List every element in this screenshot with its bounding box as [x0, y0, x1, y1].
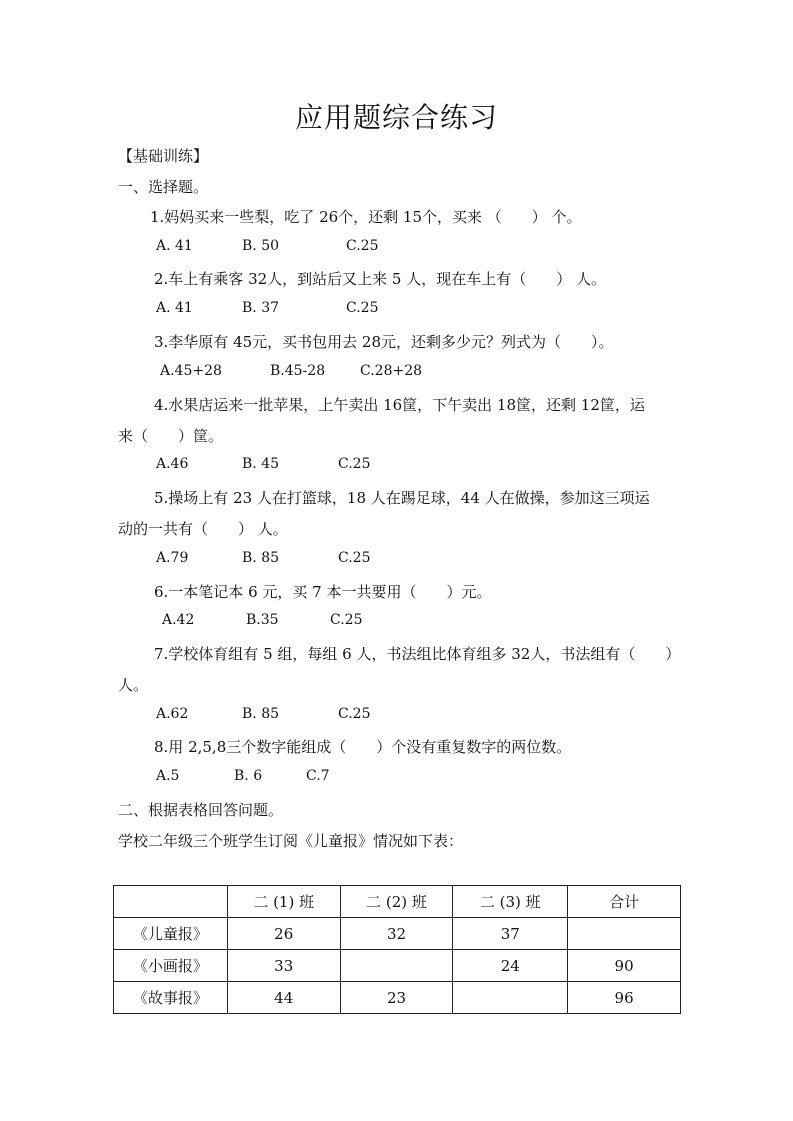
table-cell: 33 [227, 950, 340, 982]
table-cell: 44 [227, 982, 340, 1014]
table-header-row [114, 886, 681, 918]
question-7-line1: 7.学校体育组有 5 组，每组 6 人，书法组比体育组多 32人，书法组有（ ） [154, 645, 681, 663]
q4-option-a: A.46 [156, 456, 189, 472]
q5-option-b: B. 85 [242, 550, 280, 566]
page-title: 应用题综合练习 [294, 101, 498, 134]
question-2: 2.车上有乘客 32人，到站后又上来 5 人，现在车上有（ ） 人。 [154, 270, 607, 288]
q8-option-c: C.7 [306, 768, 330, 784]
q2-option-a: A. 41 [156, 300, 193, 316]
q7-option-a: A.62 [156, 706, 189, 722]
q4-option-c: C.25 [338, 456, 371, 472]
table-cell: 90 [568, 950, 681, 982]
table-cell: 32 [340, 918, 453, 950]
q5-option-c: C.25 [338, 550, 371, 566]
table-cell: 96 [568, 982, 681, 1014]
part1-heading: 一、选择题。 [118, 178, 209, 196]
q3-option-b: B.45-28 [270, 363, 326, 379]
column-header-class2: 二 (2) 班 [340, 886, 453, 918]
q6-option-c: C.25 [330, 612, 363, 628]
question-3: 3.李华原有 45元，买书包用去 28元，还剩多少元？列式为（ ）。 [154, 333, 614, 351]
part2-heading: 二、根据表格回答问题。 [118, 801, 284, 819]
q3-option-c: C.28+28 [360, 363, 423, 379]
q5-option-a: A.79 [156, 550, 189, 566]
q6-option-a: A.42 [162, 612, 195, 628]
q4-option-b: B. 45 [242, 456, 280, 472]
q2-option-c: C.25 [346, 300, 379, 316]
row-label: 《故事报》 [114, 982, 228, 1014]
q8-option-b: B. 6 [234, 768, 263, 784]
q8-option-a: A.5 [156, 768, 180, 784]
table-intro: 学校二年级三个班学生订阅《儿童报》情况如下表： [118, 832, 464, 850]
row-label: 《小画报》 [114, 950, 228, 982]
question-5-line1: 5.操场上有 23 人在打篮球，18 人在踢足球，44 人在做操，参加这三项运 [154, 489, 650, 507]
question-4-line1: 4.水果店运来一批苹果，上午卖出 16筐，下午卖出 18筐，还剩 12筐，运 [154, 396, 645, 414]
table-row [114, 918, 681, 950]
table-corner-cell [114, 886, 228, 918]
question-4-line2: 来（ ）筐。 [118, 427, 224, 445]
subscription-table [113, 885, 681, 1014]
table-cell [453, 982, 568, 1014]
row-label: 《儿童报》 [114, 918, 228, 950]
table-cell [568, 918, 681, 950]
question-1: 1.妈妈买来一些梨，吃了 26个，还剩 15个，买来 （ ） 个。 [150, 208, 582, 226]
q7-option-c: C.25 [338, 706, 371, 722]
column-header-total: 合计 [568, 886, 681, 918]
q1-option-c: C.25 [346, 238, 379, 254]
table-cell [340, 950, 453, 982]
section-tag: 【基础训练】 [118, 147, 209, 165]
table-cell: 26 [227, 918, 340, 950]
question-6: 6.一本笔记本 6 元，买 7 本一共要用（ ）元。 [154, 583, 492, 601]
q2-option-b: B. 37 [242, 300, 280, 316]
table-cell: 23 [340, 982, 453, 1014]
table-row [114, 950, 681, 982]
q1-option-a: A. 41 [156, 238, 193, 254]
column-header-class3: 二 (3) 班 [453, 886, 568, 918]
table-cell: 24 [453, 950, 568, 982]
q1-option-b: B. 50 [242, 238, 280, 254]
question-5-line2: 动的一共有（ ） 人。 [118, 520, 288, 538]
q7-option-b: B. 85 [242, 706, 280, 722]
q3-option-a: A.45+28 [160, 363, 222, 379]
question-8: 8.用 2,5,8三个数字能组成（ ）个没有重复数字的两位数。 [154, 738, 572, 756]
question-7-line2: 人。 [118, 676, 149, 694]
q6-option-b: B.35 [246, 612, 279, 628]
table-row [114, 982, 681, 1014]
column-header-class1: 二 (1) 班 [227, 886, 340, 918]
table-cell: 37 [453, 918, 568, 950]
